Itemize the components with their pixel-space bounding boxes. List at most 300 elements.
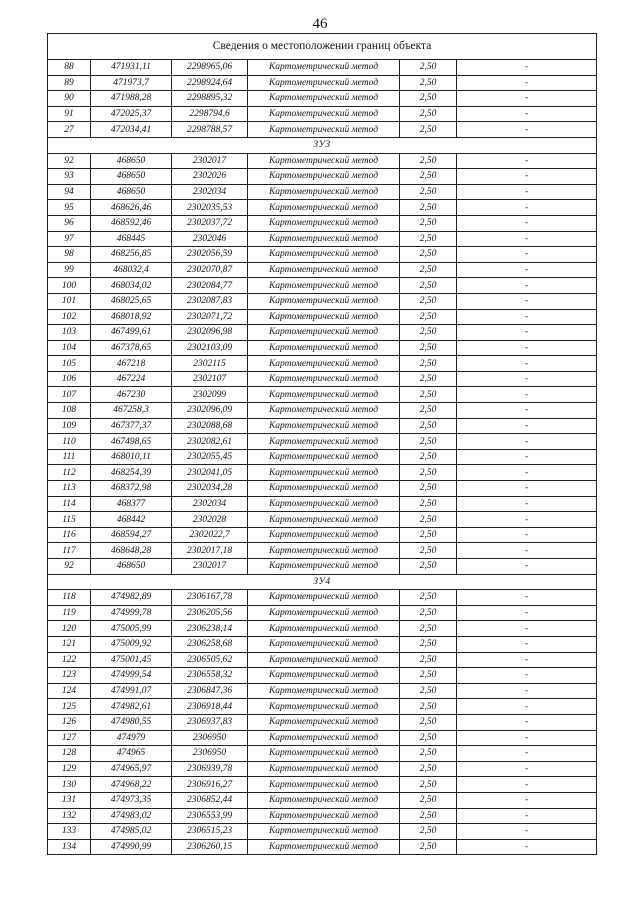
method-cell: Картометрический метод	[248, 590, 400, 606]
method-cell: Картометрический метод	[248, 169, 400, 185]
point-number-cell: 133	[48, 824, 91, 840]
method-cell: Картометрический метод	[248, 543, 400, 559]
method-cell: Картометрический метод	[248, 824, 400, 840]
description-cell: -	[457, 247, 597, 263]
method-cell: Картометрический метод	[248, 792, 400, 808]
point-number-cell: 101	[48, 293, 91, 309]
x-coordinate-cell: 467224	[91, 371, 172, 387]
point-number-cell: 119	[48, 605, 91, 621]
method-cell: Картометрический метод	[248, 621, 400, 637]
accuracy-cell: 2,50	[400, 325, 457, 341]
x-coordinate-cell: 468442	[91, 512, 172, 528]
point-number-cell: 105	[48, 356, 91, 372]
x-coordinate-cell: 468445	[91, 231, 172, 247]
table-row	[48, 418, 597, 434]
point-number-cell: 102	[48, 309, 91, 325]
table-row	[48, 512, 597, 528]
y-coordinate-cell: 2306238,14	[172, 621, 248, 637]
method-cell: Картометрический метод	[248, 340, 400, 356]
description-cell: -	[457, 122, 597, 138]
y-coordinate-cell: 2298895,32	[172, 91, 248, 107]
accuracy-cell: 2,50	[400, 621, 457, 637]
method-cell: Картометрический метод	[248, 481, 400, 497]
description-cell: -	[457, 481, 597, 497]
point-number-cell: 118	[48, 590, 91, 606]
table-row	[48, 668, 597, 684]
y-coordinate-cell: 2298965,06	[172, 60, 248, 76]
x-coordinate-cell: 475009,92	[91, 636, 172, 652]
x-coordinate-cell: 474973,35	[91, 792, 172, 808]
accuracy-cell: 2,50	[400, 106, 457, 122]
method-cell: Картометрический метод	[248, 559, 400, 575]
description-cell: -	[457, 153, 597, 169]
x-coordinate-cell: 474991,07	[91, 683, 172, 699]
point-number-cell: 93	[48, 169, 91, 185]
point-number-cell: 106	[48, 371, 91, 387]
description-cell: -	[457, 371, 597, 387]
y-coordinate-cell: 2306258,68	[172, 636, 248, 652]
x-coordinate-cell: 468592,46	[91, 215, 172, 231]
y-coordinate-cell: 2302071,72	[172, 309, 248, 325]
y-coordinate-cell: 2302088,68	[172, 418, 248, 434]
description-cell: -	[457, 746, 597, 762]
page-number: 46	[312, 16, 328, 32]
method-cell: Картометрический метод	[248, 278, 400, 294]
point-number-cell: 97	[48, 231, 91, 247]
description-cell: -	[457, 293, 597, 309]
accuracy-cell: 2,50	[400, 356, 457, 372]
table-row	[48, 169, 597, 185]
description-cell: -	[457, 356, 597, 372]
method-cell: Картометрический метод	[248, 683, 400, 699]
x-coordinate-cell: 471973,7	[91, 75, 172, 91]
table-row	[48, 559, 597, 575]
x-coordinate-cell: 474980,55	[91, 714, 172, 730]
table-row	[48, 746, 597, 762]
description-cell: -	[457, 325, 597, 341]
point-number-cell: 114	[48, 496, 91, 512]
y-coordinate-cell: 2302056,59	[172, 247, 248, 263]
table-row	[48, 777, 597, 793]
table-row	[48, 481, 597, 497]
y-coordinate-cell: 2302084,77	[172, 278, 248, 294]
y-coordinate-cell: 2306205,56	[172, 605, 248, 621]
y-coordinate-cell: 2302096,09	[172, 403, 248, 419]
description-cell: -	[457, 106, 597, 122]
description-cell: -	[457, 652, 597, 668]
accuracy-cell: 2,50	[400, 808, 457, 824]
point-number-cell: 92	[48, 559, 91, 575]
accuracy-cell: 2,50	[400, 309, 457, 325]
accuracy-cell: 2,50	[400, 262, 457, 278]
description-cell: -	[457, 465, 597, 481]
description-cell: -	[457, 792, 597, 808]
x-coordinate-cell: 474982,89	[91, 590, 172, 606]
y-coordinate-cell: 2298788,57	[172, 122, 248, 138]
x-coordinate-cell: 468034,02	[91, 278, 172, 294]
point-number-cell: 113	[48, 481, 91, 497]
point-number-cell: 126	[48, 714, 91, 730]
description-cell: -	[457, 60, 597, 76]
point-number-cell: 112	[48, 465, 91, 481]
table-row	[48, 231, 597, 247]
method-cell: Картометрический метод	[248, 512, 400, 528]
x-coordinate-cell: 471988,28	[91, 91, 172, 107]
point-number-cell: 125	[48, 699, 91, 715]
method-cell: Картометрический метод	[248, 371, 400, 387]
y-coordinate-cell: 2306515,23	[172, 824, 248, 840]
description-cell: -	[457, 340, 597, 356]
method-cell: Картометрический метод	[248, 309, 400, 325]
x-coordinate-cell: 467499,61	[91, 325, 172, 341]
description-cell: -	[457, 714, 597, 730]
point-number-cell: 94	[48, 184, 91, 200]
method-cell: Картометрический метод	[248, 403, 400, 419]
method-cell: Картометрический метод	[248, 200, 400, 216]
accuracy-cell: 2,50	[400, 605, 457, 621]
y-coordinate-cell: 2306950	[172, 746, 248, 762]
description-cell: -	[457, 668, 597, 684]
description-cell: -	[457, 590, 597, 606]
x-coordinate-cell: 474983,02	[91, 808, 172, 824]
accuracy-cell: 2,50	[400, 387, 457, 403]
x-coordinate-cell: 474968,22	[91, 777, 172, 793]
accuracy-cell: 2,50	[400, 559, 457, 575]
x-coordinate-cell: 474999,78	[91, 605, 172, 621]
y-coordinate-cell: 2302070,87	[172, 262, 248, 278]
accuracy-cell: 2,50	[400, 746, 457, 762]
point-number-cell: 131	[48, 792, 91, 808]
point-number-cell: 103	[48, 325, 91, 341]
method-cell: Картометрический метод	[248, 184, 400, 200]
point-number-cell: 109	[48, 418, 91, 434]
y-coordinate-cell: 2302034,28	[172, 481, 248, 497]
table-row	[48, 215, 597, 231]
accuracy-cell: 2,50	[400, 543, 457, 559]
description-cell: -	[457, 621, 597, 637]
point-number-cell: 89	[48, 75, 91, 91]
accuracy-cell: 2,50	[400, 122, 457, 138]
x-coordinate-cell: 475005,99	[91, 621, 172, 637]
section-label: ЗУ4	[48, 574, 597, 590]
description-cell: -	[457, 75, 597, 91]
description-cell: -	[457, 262, 597, 278]
method-cell: Картометрический метод	[248, 465, 400, 481]
table-row	[48, 200, 597, 216]
point-number-cell: 117	[48, 543, 91, 559]
x-coordinate-cell: 468650	[91, 184, 172, 200]
accuracy-cell: 2,50	[400, 449, 457, 465]
y-coordinate-cell: 2306937,83	[172, 714, 248, 730]
point-number-cell: 129	[48, 761, 91, 777]
y-coordinate-cell: 2302034	[172, 184, 248, 200]
y-coordinate-cell: 2306167,78	[172, 590, 248, 606]
point-number-cell: 132	[48, 808, 91, 824]
method-cell: Картометрический метод	[248, 636, 400, 652]
description-cell: -	[457, 527, 597, 543]
description-cell: -	[457, 278, 597, 294]
point-number-cell: 115	[48, 512, 91, 528]
accuracy-cell: 2,50	[400, 278, 457, 294]
x-coordinate-cell: 468650	[91, 153, 172, 169]
accuracy-cell: 2,50	[400, 91, 457, 107]
x-coordinate-cell: 468254,39	[91, 465, 172, 481]
y-coordinate-cell: 2302028	[172, 512, 248, 528]
y-coordinate-cell: 2302037,72	[172, 215, 248, 231]
table-row	[48, 714, 597, 730]
y-coordinate-cell: 2302115	[172, 356, 248, 372]
method-cell: Картометрический метод	[248, 325, 400, 341]
table-row	[48, 792, 597, 808]
y-coordinate-cell: 2302087,83	[172, 293, 248, 309]
table-row	[48, 278, 597, 294]
method-cell: Картометрический метод	[248, 605, 400, 621]
method-cell: Картометрический метод	[248, 356, 400, 372]
accuracy-cell: 2,50	[400, 714, 457, 730]
point-number-cell: 108	[48, 403, 91, 419]
description-cell: -	[457, 559, 597, 575]
point-number-cell: 127	[48, 730, 91, 746]
description-cell: -	[457, 839, 597, 855]
method-cell: Картометрический метод	[248, 262, 400, 278]
point-number-cell: 91	[48, 106, 91, 122]
x-coordinate-cell: 474979	[91, 730, 172, 746]
method-cell: Картометрический метод	[248, 746, 400, 762]
table-row	[48, 371, 597, 387]
description-cell: -	[457, 387, 597, 403]
accuracy-cell: 2,50	[400, 200, 457, 216]
section-row	[48, 137, 597, 153]
y-coordinate-cell: 2298794,6	[172, 106, 248, 122]
y-coordinate-cell: 2302035,53	[172, 200, 248, 216]
point-number-cell: 124	[48, 683, 91, 699]
point-number-cell: 111	[48, 449, 91, 465]
accuracy-cell: 2,50	[400, 231, 457, 247]
x-coordinate-cell: 474990,99	[91, 839, 172, 855]
y-coordinate-cell: 2302103,09	[172, 340, 248, 356]
point-number-cell: 120	[48, 621, 91, 637]
table-row	[48, 590, 597, 606]
x-coordinate-cell: 467377,37	[91, 418, 172, 434]
point-number-cell: 110	[48, 434, 91, 450]
table-body	[48, 34, 597, 855]
point-number-cell: 128	[48, 746, 91, 762]
description-cell: -	[457, 824, 597, 840]
table-row	[48, 824, 597, 840]
method-cell: Картометрический метод	[248, 293, 400, 309]
accuracy-cell: 2,50	[400, 730, 457, 746]
table-row	[48, 91, 597, 107]
description-cell: -	[457, 730, 597, 746]
point-number-cell: 116	[48, 527, 91, 543]
table-row	[48, 387, 597, 403]
accuracy-cell: 2,50	[400, 215, 457, 231]
description-cell: -	[457, 215, 597, 231]
description-cell: -	[457, 169, 597, 185]
y-coordinate-cell: 2302096,98	[172, 325, 248, 341]
x-coordinate-cell: 468650	[91, 169, 172, 185]
y-coordinate-cell: 2302017	[172, 153, 248, 169]
table-row	[48, 808, 597, 824]
accuracy-cell: 2,50	[400, 75, 457, 91]
accuracy-cell: 2,50	[400, 247, 457, 263]
description-cell: -	[457, 418, 597, 434]
description-cell: -	[457, 699, 597, 715]
method-cell: Картометрический метод	[248, 434, 400, 450]
x-coordinate-cell: 474965,97	[91, 761, 172, 777]
y-coordinate-cell: 2306916,27	[172, 777, 248, 793]
table-row	[48, 496, 597, 512]
y-coordinate-cell: 2306847,36	[172, 683, 248, 699]
table-row	[48, 356, 597, 372]
table-row	[48, 621, 597, 637]
y-coordinate-cell: 2306558,32	[172, 668, 248, 684]
table-row	[48, 730, 597, 746]
method-cell: Картометрический метод	[248, 777, 400, 793]
y-coordinate-cell: 2302017	[172, 559, 248, 575]
x-coordinate-cell: 468010,11	[91, 449, 172, 465]
description-cell: -	[457, 512, 597, 528]
description-cell: -	[457, 231, 597, 247]
table-row	[48, 293, 597, 309]
method-cell: Картометрический метод	[248, 730, 400, 746]
x-coordinate-cell: 475001,45	[91, 652, 172, 668]
y-coordinate-cell: 2306505,62	[172, 652, 248, 668]
table-row	[48, 403, 597, 419]
table-title-row	[48, 34, 597, 60]
x-coordinate-cell: 468256,85	[91, 247, 172, 263]
accuracy-cell: 2,50	[400, 824, 457, 840]
x-coordinate-cell: 468648,28	[91, 543, 172, 559]
table-row	[48, 699, 597, 715]
x-coordinate-cell: 468025,65	[91, 293, 172, 309]
description-cell: -	[457, 808, 597, 824]
method-cell: Картометрический метод	[248, 122, 400, 138]
description-cell: -	[457, 683, 597, 699]
x-coordinate-cell: 468032,4	[91, 262, 172, 278]
x-coordinate-cell: 468594,27	[91, 527, 172, 543]
accuracy-cell: 2,50	[400, 839, 457, 855]
y-coordinate-cell: 2306939,78	[172, 761, 248, 777]
point-number-cell: 99	[48, 262, 91, 278]
y-coordinate-cell: 2302022,7	[172, 527, 248, 543]
description-cell: -	[457, 636, 597, 652]
accuracy-cell: 2,50	[400, 590, 457, 606]
point-number-cell: 121	[48, 636, 91, 652]
y-coordinate-cell: 2302046	[172, 231, 248, 247]
table-title: Сведения о местоположении границ объекта	[48, 34, 597, 60]
accuracy-cell: 2,50	[400, 683, 457, 699]
method-cell: Картометрический метод	[248, 699, 400, 715]
accuracy-cell: 2,50	[400, 60, 457, 76]
table-row	[48, 652, 597, 668]
y-coordinate-cell: 2302099	[172, 387, 248, 403]
method-cell: Картометрический метод	[248, 91, 400, 107]
description-cell: -	[457, 434, 597, 450]
y-coordinate-cell: 2302034	[172, 496, 248, 512]
x-coordinate-cell: 467378,65	[91, 340, 172, 356]
table-row	[48, 527, 597, 543]
y-coordinate-cell: 2306260,15	[172, 839, 248, 855]
x-coordinate-cell: 467258,3	[91, 403, 172, 419]
table-row	[48, 761, 597, 777]
accuracy-cell: 2,50	[400, 340, 457, 356]
table-row	[48, 683, 597, 699]
y-coordinate-cell: 2306852,44	[172, 792, 248, 808]
accuracy-cell: 2,50	[400, 652, 457, 668]
table-row	[48, 636, 597, 652]
table-row	[48, 543, 597, 559]
point-number-cell: 27	[48, 122, 91, 138]
y-coordinate-cell: 2302107	[172, 371, 248, 387]
y-coordinate-cell: 2302082,61	[172, 434, 248, 450]
method-cell: Картометрический метод	[248, 247, 400, 263]
description-cell: -	[457, 543, 597, 559]
table-row	[48, 839, 597, 855]
y-coordinate-cell: 2302017,18	[172, 543, 248, 559]
accuracy-cell: 2,50	[400, 403, 457, 419]
table-row	[48, 262, 597, 278]
accuracy-cell: 2,50	[400, 496, 457, 512]
point-number-cell: 123	[48, 668, 91, 684]
method-cell: Картометрический метод	[248, 387, 400, 403]
accuracy-cell: 2,50	[400, 636, 457, 652]
table-row	[48, 247, 597, 263]
y-coordinate-cell: 2306553,99	[172, 808, 248, 824]
x-coordinate-cell: 468018,92	[91, 309, 172, 325]
section-label: ЗУ3	[48, 137, 597, 153]
method-cell: Картометрический метод	[248, 839, 400, 855]
accuracy-cell: 2,50	[400, 371, 457, 387]
y-coordinate-cell: 2302026	[172, 169, 248, 185]
method-cell: Картометрический метод	[248, 808, 400, 824]
description-cell: -	[457, 777, 597, 793]
method-cell: Картометрический метод	[248, 418, 400, 434]
point-number-cell: 107	[48, 387, 91, 403]
accuracy-cell: 2,50	[400, 699, 457, 715]
point-number-cell: 90	[48, 91, 91, 107]
accuracy-cell: 2,50	[400, 293, 457, 309]
description-cell: -	[457, 184, 597, 200]
x-coordinate-cell: 474982,61	[91, 699, 172, 715]
method-cell: Картометрический метод	[248, 761, 400, 777]
accuracy-cell: 2,50	[400, 434, 457, 450]
description-cell: -	[457, 403, 597, 419]
table-row	[48, 153, 597, 169]
method-cell: Картометрический метод	[248, 75, 400, 91]
point-number-cell: 92	[48, 153, 91, 169]
point-number-cell: 134	[48, 839, 91, 855]
point-number-cell: 98	[48, 247, 91, 263]
accuracy-cell: 2,50	[400, 777, 457, 793]
method-cell: Картометрический метод	[248, 714, 400, 730]
x-coordinate-cell: 468372,98	[91, 481, 172, 497]
boundary-coordinates-table	[47, 33, 597, 855]
accuracy-cell: 2,50	[400, 153, 457, 169]
x-coordinate-cell: 467230	[91, 387, 172, 403]
section-row	[48, 574, 597, 590]
y-coordinate-cell: 2306950	[172, 730, 248, 746]
point-number-cell: 88	[48, 60, 91, 76]
point-number-cell: 130	[48, 777, 91, 793]
method-cell: Картометрический метод	[248, 652, 400, 668]
table-row	[48, 340, 597, 356]
x-coordinate-cell: 472034,41	[91, 122, 172, 138]
table-row	[48, 434, 597, 450]
accuracy-cell: 2,50	[400, 184, 457, 200]
method-cell: Картометрический метод	[248, 496, 400, 512]
accuracy-cell: 2,50	[400, 527, 457, 543]
